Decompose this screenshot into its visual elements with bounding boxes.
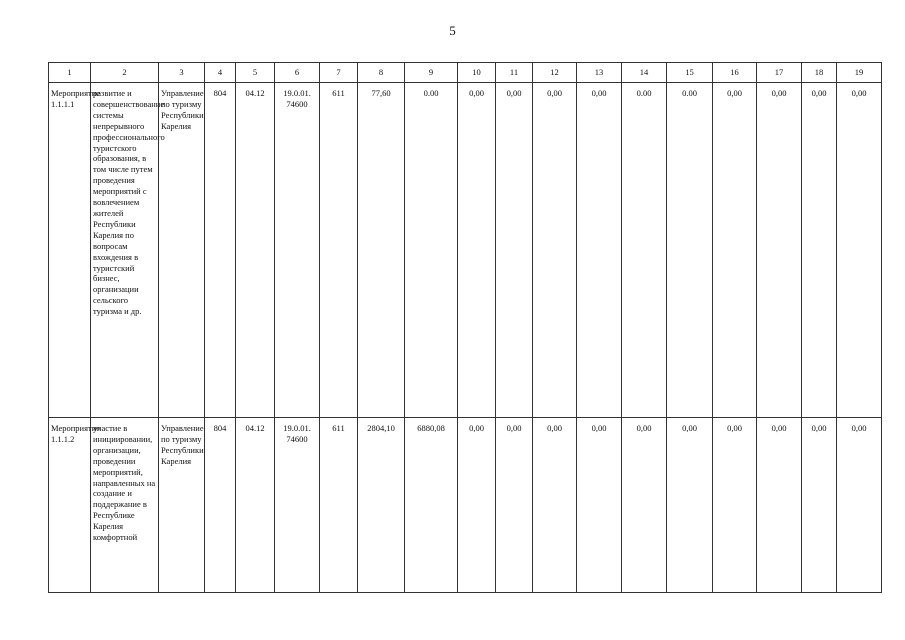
column-header: 4 [205, 63, 236, 83]
page-number: 5 [449, 23, 456, 38]
table-cell: 6880,08 [405, 418, 458, 593]
table-cell: 0,00 [533, 83, 577, 418]
budget-table [48, 62, 882, 593]
column-header: 13 [577, 63, 622, 83]
table-cell: 2804,10 [358, 418, 405, 593]
measure-cell: Мероприятие 1.1.1.2 [49, 418, 91, 593]
table-cell: 0,00 [667, 418, 713, 593]
table-cell: 77,60 [358, 83, 405, 418]
table-cell: 19.0.01. 74600 [275, 83, 320, 418]
table-cell: 0,00 [757, 418, 802, 593]
column-header: 8 [358, 63, 405, 83]
column-header: 14 [622, 63, 667, 83]
column-header: 6 [275, 63, 320, 83]
table-cell: 0,00 [577, 418, 622, 593]
executor-cell: Управление по туризму Республики Карелия [159, 418, 205, 593]
table-cell: 804 [205, 83, 236, 418]
column-header: 16 [713, 63, 757, 83]
table-cell: 804 [205, 418, 236, 593]
table-cell: 0.00 [405, 83, 458, 418]
table-row [49, 418, 882, 593]
table-cell: 0,00 [496, 83, 533, 418]
column-header: 19 [837, 63, 882, 83]
table-cell: 0,00 [837, 83, 882, 418]
table-cell: 0,00 [802, 83, 837, 418]
table-cell: 0.00 [622, 83, 667, 418]
table-cell: 04.12 [236, 418, 275, 593]
table-cell: 0,00 [757, 83, 802, 418]
table-cell: 611 [320, 418, 358, 593]
table-header [49, 63, 882, 83]
table-cell: 0,00 [458, 83, 496, 418]
table-cell: 0,00 [837, 418, 882, 593]
column-header: 1 [49, 63, 91, 83]
table-cell: 0,00 [533, 418, 577, 593]
table-cell: 0,00 [577, 83, 622, 418]
column-header: 2 [91, 63, 159, 83]
description-cell: участие в инициировании, организации, проведении мероприятий, направленных на создание и поддержание в Республике Карелия комфортной [91, 418, 159, 593]
table-row [49, 83, 882, 418]
column-header: 15 [667, 63, 713, 83]
table-cell: 0,00 [622, 418, 667, 593]
column-header: 5 [236, 63, 275, 83]
table-cell: 0,00 [713, 418, 757, 593]
column-header: 18 [802, 63, 837, 83]
table-cell: 0,00 [496, 418, 533, 593]
table-cell: 0.00 [667, 83, 713, 418]
table-cell: 0,00 [802, 418, 837, 593]
table-cell: 19.0.01. 74600 [275, 418, 320, 593]
table-cell: 0,00 [713, 83, 757, 418]
table-cell: 04.12 [236, 83, 275, 418]
column-header: 11 [496, 63, 533, 83]
column-header: 12 [533, 63, 577, 83]
column-header: 9 [405, 63, 458, 83]
header-row [49, 63, 882, 83]
column-header: 10 [458, 63, 496, 83]
executor-cell: Управление по туризму Республики Карелия [159, 83, 205, 418]
column-header: 7 [320, 63, 358, 83]
table-cell: 611 [320, 83, 358, 418]
description-cell: развитие и совершенствование системы непрерывного профессионального туристского образования, в том числе путем проведения мероприятий с вовлечением жителей Республики Карелия по вопросам вхождения в туристский бизнес, организации сельского туризма и др. [91, 83, 159, 418]
column-header: 3 [159, 63, 205, 83]
table-cell: 0,00 [458, 418, 496, 593]
column-header: 17 [757, 63, 802, 83]
measure-cell: Мероприятие 1.1.1.1 [49, 83, 91, 418]
